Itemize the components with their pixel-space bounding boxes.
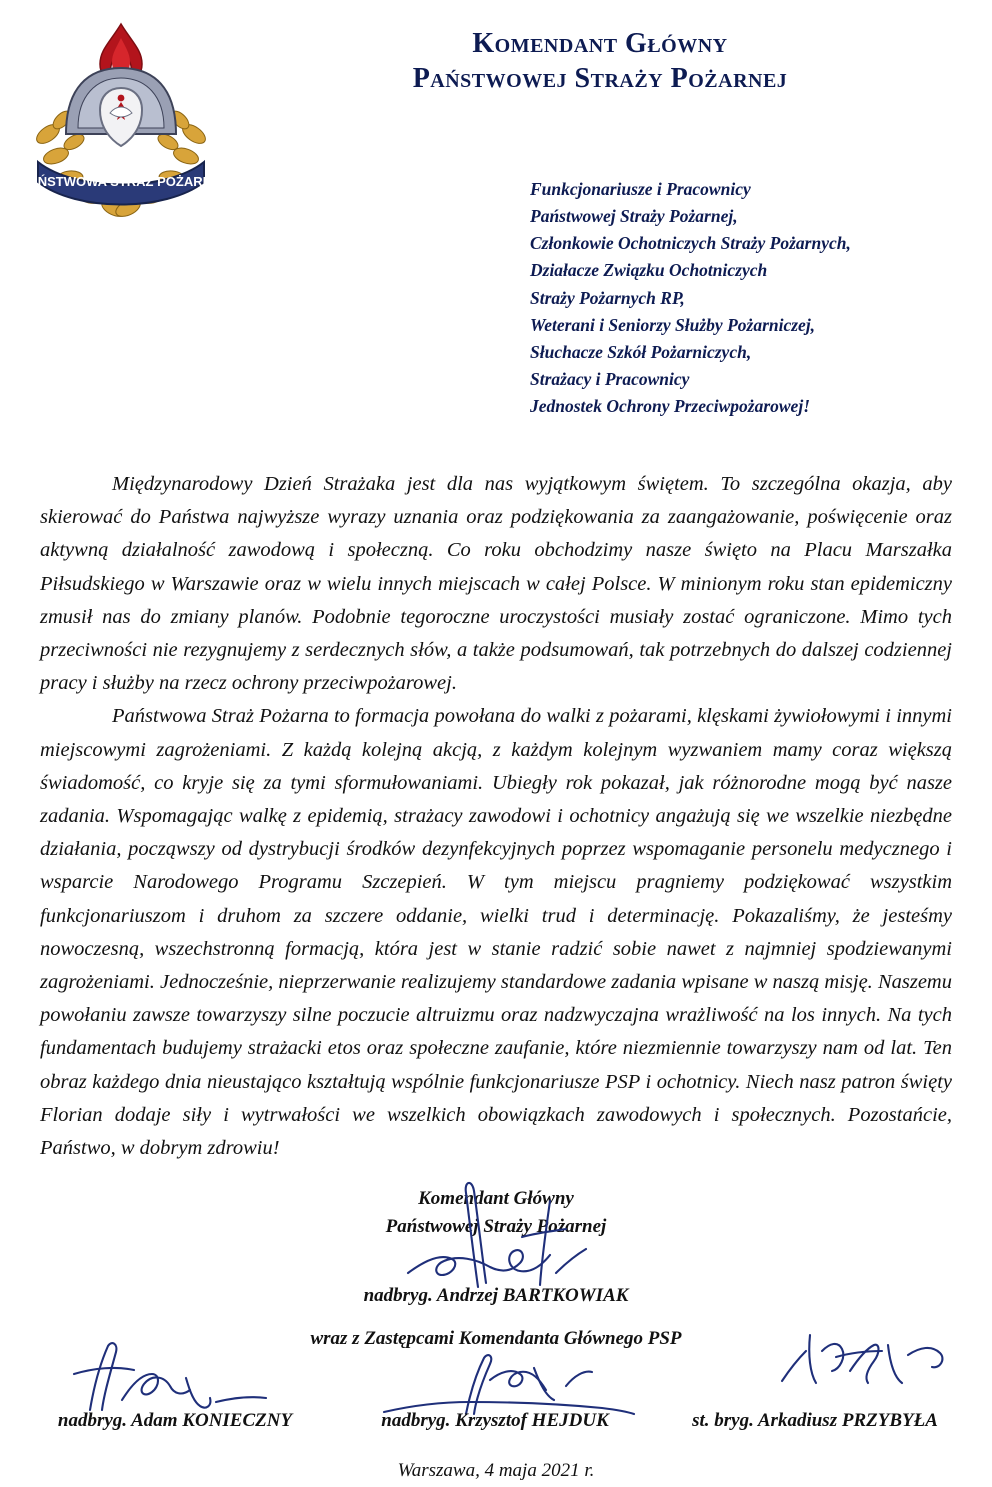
signature-deputies-intro: wraz z Zastępcami Komendanta Głównego PSP	[310, 1328, 682, 1349]
signature-mark-konieczny	[60, 1340, 280, 1420]
addressee-line: Funkcjonariusze i Pracownicy	[530, 179, 751, 199]
addressee-block	[530, 176, 970, 420]
signature-mark-przybyla	[772, 1325, 972, 1405]
title-line-1: Komendant Główny	[472, 28, 728, 59]
addressee-line: Członkowie Ochotniczych Straży Pożarnych,	[530, 233, 851, 254]
addressee-line: Działacze Związku Ochotniczych	[530, 260, 768, 281]
addressee-line: Straży Pożarnych RP,	[530, 287, 685, 308]
body-paragraph-1: Międzynarodowy Dzień Strażaka jest dla nas wyjątkowym świętem. To szczególna okazja, aby skierować do Państwa najwyższe wyrazy uznania oraz podziękowania za zaangażowanie, poświęcenie oraz aktywną działalność zawodową i społeczną. Co roku obchodzimy nasze święto na Placu Marszałka Piłsudskiego w Warszawie oraz w wielu innych miejscach w całej Polsce. W minionym roku stan epidemiczny zmusił nas do zmiany planów. Podobnie tegoroczne uroczystości musiały zostać ograniczone. Mimo tych przeciwności nie rezygnujemy z serdecznych słów, a także podsumowań, tak potrzebnych do dalszej codziennej pracy i służby na rzecz ochrony przeciwpożarowej.	[40, 473, 952, 695]
page-title	[250, 26, 950, 96]
signature-name-deputy-3: st. bryg. Arkadiusz PRZYBYŁA	[692, 1410, 938, 1431]
signature-title-line-2: Państwowej Straży Pożarnej	[385, 1215, 607, 1237]
signature-name-deputy-2: nadbryg. Krzysztof HEJDUK	[381, 1410, 609, 1431]
addressee-line: Państwowej Straży Pożarnej,	[530, 206, 738, 227]
body-paragraph-2: Państwowa Straż Pożarna to formacja powołana do walki z pożarami, klęskami żywiołowymi i innymi miejscowymi zagrożeniami. Z każdą kolejną akcją, z każdym kolejnym wyzwaniem mamy coraz większą świadomość, co kryje się za tymi sformułowaniami. Ubiegły rok pokazał, jak różnorodne mogą być nasze zadania. Wspomagając walkę z epidemią, strażacy zawodowi i ochotnicy angażują się we wszelkie niezbędne działania, począwszy od dystrybucji środków dezynfekcyjnych poprzez wspomaganie personelu medycznego i wsparcie Narodowego Programu Szczepień. W tym miejscu pragniemy podziękować wszystkim funkcjonariuszom i druhom za szczere oddanie, wielki trud i determinację. Pokazaliśmy, że jesteśmy nowoczesną, wszechstronną formacją, która jest w stanie radzić sobie nawet z najmniej spodziewanymi zagrożeniami. Jednocześnie, nieprzerwanie realizujemy standardowe zadania wpisane w naszą misję. Naszemu powołaniu zawsze towarzyszy silne poczucie altruizmu oraz nadzwyczajna wrażliwość na los innych. Na tych fundamentach budujemy strażacki etos oraz społeczne zaufanie, które niezmiennie towarzyszy nam od lat. Ten obraz każdego dnia nieustająco kształtują wspólnie funkcjonariusze PSP i ochotnicy. Niech nasz patron święty Florian dodaje siły i wytrwałości we wszelkich obowiązkach zawodowych i społecznych. Pozostańcie, Państwo, w dobrym zdrowiu!	[40, 705, 952, 1160]
psp-emblem	[26, 16, 216, 221]
signature-title-line-1: Komendant Główny	[418, 1188, 574, 1209]
place-and-date: Warszawa, 4 maja 2021 r.	[397, 1460, 595, 1481]
letter-body	[40, 468, 952, 1165]
title-line-2: Państwowej Straży Pożarnej	[412, 63, 788, 94]
signature-name-deputy-1: nadbryg. Adam KONIECZNY	[57, 1410, 293, 1431]
addressee-line: Weterani i Seniorzy Służby Pożarniczej,	[530, 314, 816, 335]
addressee-line: Jednostek Ochrony Przeciwpożarowej!	[530, 396, 810, 416]
signature-name-main: nadbryg. Andrzej BARTKOWIAK	[363, 1285, 629, 1306]
emblem-ribbon-text: PAŃSTWOWA STRAŻ POŻARNA	[26, 174, 216, 189]
signature-mark-bartkowiak	[390, 1175, 620, 1290]
signature-area	[0, 1175, 992, 1487]
addressee-line: Strażacy i Pracownicy	[530, 368, 690, 389]
addressee-line: Słuchacze Szkół Pożarniczych,	[530, 341, 752, 362]
